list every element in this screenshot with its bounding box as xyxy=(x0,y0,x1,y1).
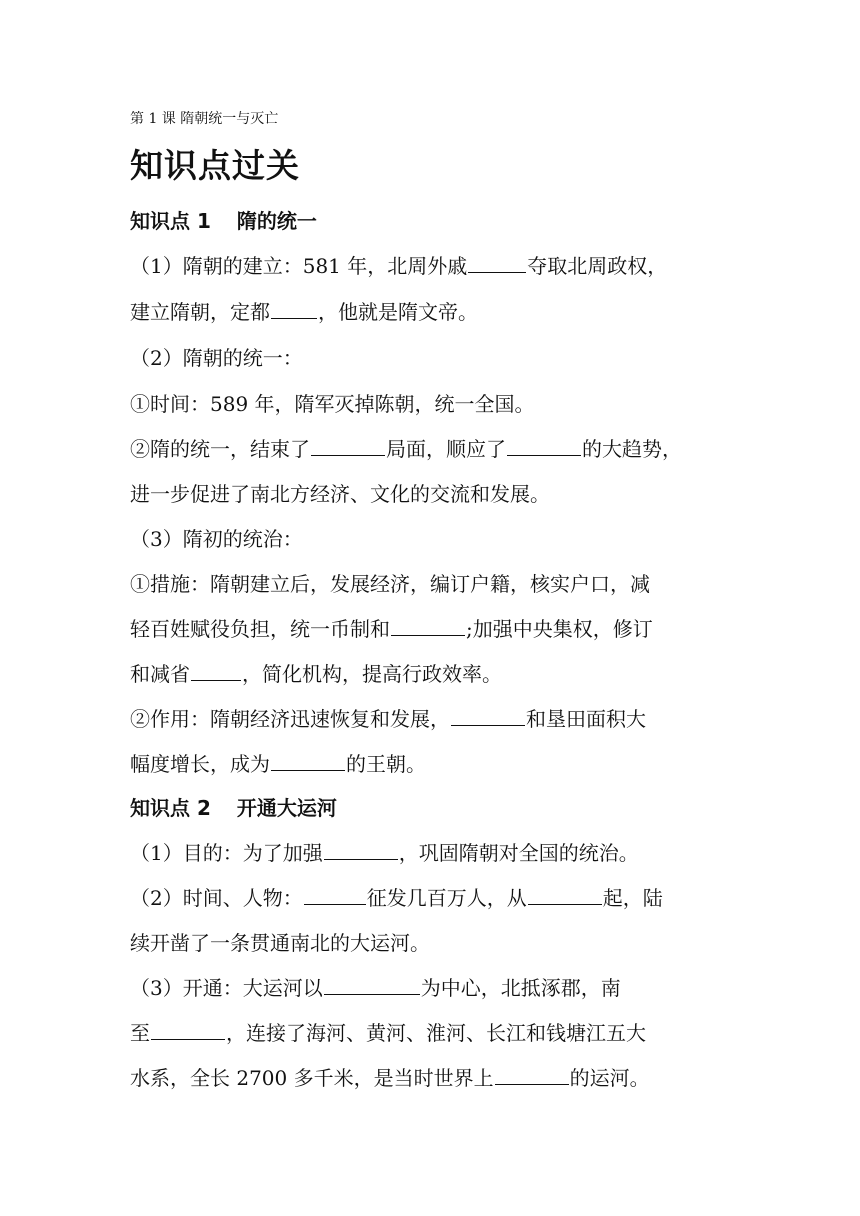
text-segment: 为中心，北抵涿郡，南 xyxy=(420,976,621,1000)
text-segment: ，他就是隋文帝。 xyxy=(318,300,478,324)
fill-blank xyxy=(271,300,317,319)
fill-blank xyxy=(191,662,241,681)
text-line: ①时间：589 年，隋军灭掉陈朝，统一全国。 xyxy=(130,392,535,416)
section-heading-2 xyxy=(130,792,337,821)
text-segment: 征发几百万人，从 xyxy=(366,886,527,910)
text-segment: （3）开通：大运河以 xyxy=(130,976,323,1000)
fill-blank xyxy=(324,976,420,995)
fill-blank xyxy=(271,752,345,771)
text-segment: 和减省 xyxy=(130,662,190,686)
text-line xyxy=(130,882,730,911)
text-segment: 建立隋朝，定都 xyxy=(130,300,270,324)
text-line xyxy=(130,250,730,279)
text-line: （2）隋朝的统一： xyxy=(130,346,303,370)
text-line: 进一步促进了南北方经济、文化的交流和发展。 xyxy=(130,482,550,506)
text-segment: ;加强中央集权，修订 xyxy=(466,617,653,641)
text-segment: 的运河。 xyxy=(569,1066,650,1090)
fill-blank xyxy=(528,886,602,905)
text-segment: ②作用：隋朝经济迅速恢复和发展， xyxy=(130,707,450,731)
text-line xyxy=(130,1017,730,1046)
text-segment: ②隋的统一，结束了 xyxy=(130,437,310,461)
fill-blank xyxy=(151,1021,225,1040)
text-line xyxy=(130,613,730,642)
fill-blank xyxy=(495,1066,569,1085)
text-segment: 水系，全长 2700 多千米，是当时世界上 xyxy=(130,1066,494,1090)
fill-blank xyxy=(304,886,366,905)
text-segment: （1）目的：为了加强 xyxy=(130,841,323,865)
page-title: 知识点过关 xyxy=(130,146,300,185)
text-segment: 起，陆 xyxy=(602,886,663,910)
text-segment: 幅度增长，成为 xyxy=(130,752,270,776)
text-line xyxy=(130,748,730,777)
text-segment: 至 xyxy=(130,1021,150,1045)
section-label: 隋的统一 xyxy=(236,209,317,233)
text-line xyxy=(130,433,730,462)
text-line: 续开凿了一条贯通南北的大运河。 xyxy=(130,931,430,955)
section-number: 知识点 1 xyxy=(130,209,211,233)
fill-blank xyxy=(468,254,526,273)
section-number: 知识点 2 xyxy=(130,796,211,820)
text-segment: ，巩固隋朝对全国的统治。 xyxy=(398,841,639,865)
text-line xyxy=(130,703,730,732)
fill-blank xyxy=(507,437,581,456)
fill-blank xyxy=(451,707,525,726)
fill-blank xyxy=(311,437,385,456)
text-line xyxy=(130,837,730,866)
text-segment: 轻百姓赋役负担，统一币制和 xyxy=(130,617,390,641)
text-segment: 夺取北周政权， xyxy=(527,254,668,278)
text-segment: 局面，顺应了 xyxy=(386,437,506,461)
text-segment: 的王朝。 xyxy=(346,752,426,776)
text-line xyxy=(130,1062,730,1091)
text-segment: ，连接了海河、黄河、淮河、长江和钱塘江五大 xyxy=(226,1021,646,1045)
text-segment: （1）隋朝的建立：581 年，北周外戚 xyxy=(130,254,468,278)
text-line xyxy=(130,972,730,1001)
fill-blank xyxy=(391,617,465,636)
text-segment: （2）时间、人物： xyxy=(130,886,303,910)
text-line xyxy=(130,658,730,687)
text-line: （3）隋初的统治： xyxy=(130,527,303,551)
text-line: ①措施：隋朝建立后，发展经济，编订户籍，核实户口，减 xyxy=(130,572,650,596)
text-segment: 的大趋势， xyxy=(582,437,682,461)
text-line xyxy=(130,296,730,325)
section-heading-1 xyxy=(130,205,317,234)
fill-blank xyxy=(324,841,398,860)
section-label: 开通大运河 xyxy=(236,796,337,820)
lesson-header: 第 1 课 隋朝统一与灭亡 xyxy=(130,111,279,127)
text-segment: ，简化机构，提高行政效率。 xyxy=(242,662,502,686)
text-segment: 和垦田面积大 xyxy=(526,707,646,731)
